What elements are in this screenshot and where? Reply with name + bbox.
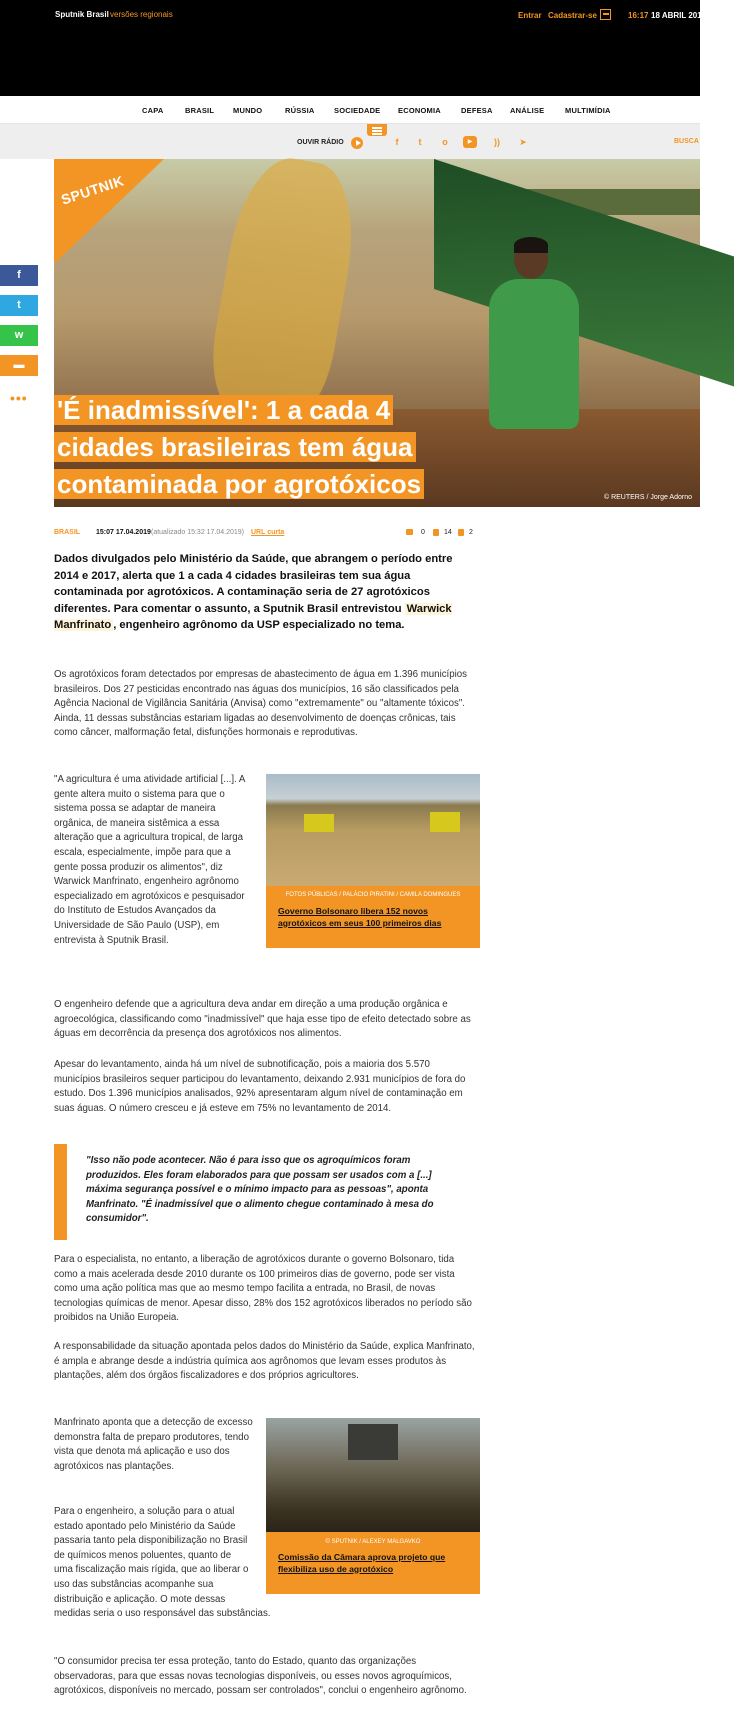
rss-icon[interactable]: )) (494, 137, 500, 147)
main-nav (0, 96, 700, 124)
article-paragraph: Para o engenheiro, a solução para o atual estado apontado pelo Ministério da Saúde passaria tanto pela disponibilização no Brasil de químicos menos poluentes, quanto de uma fiscalização mais rígida, que ao liberar o uso das substâncias acompanhe sua distribuição e aplicação. O mote dessas medidas seria o uso responsável das substâncias. (54, 1506, 271, 1620)
related-article-card[interactable] (266, 774, 480, 948)
current-time: 16:17 (628, 11, 649, 20)
related-article-image[interactable] (266, 774, 480, 886)
publish-datetime: 15:07 17.04.2019 (96, 529, 151, 536)
article-paragraph: Para o especialista, no entanto, a liberação de agrotóxicos durante o governo Bolsonaro, tida como a mais acelerada desde 2010 durante os 100 primeiros dias de governo, pode ser vista como uma ação política mas que ao mesmo tempo facilita a entrada, no Brasil, de novas tecnologias químicas de menor. Apesar disso, 28% dos 152 agrotóxicos liberados no período são proibidos na União Europeia. (54, 1254, 472, 1324)
short-url-link[interactable]: URL curta (251, 529, 285, 536)
comment-count: 0 (421, 529, 425, 536)
nav-item-russia[interactable]: RÚSSIA (285, 106, 315, 115)
share-twitter-button[interactable] (0, 295, 38, 316)
updated-datetime: (atualizado 15:32 17.04.2019) (151, 529, 245, 536)
dislike-icon[interactable] (458, 529, 464, 536)
menu-toggle-icon[interactable] (367, 124, 387, 136)
instagram-icon[interactable]: o (442, 137, 448, 147)
article-paragraph: Manfrinato aponta que a detecção de excesso demonstra falta de preparo produtores, tendo vista que denota má aplicação e uso dos agrotóxicos nas plantações. (54, 1417, 253, 1472)
top-header (0, 0, 707, 96)
like-count: 14 (444, 529, 452, 536)
current-date: 18 ABRIL 2019 (651, 11, 707, 20)
article-paragraph: A responsabilidade da situação apontada pelos dados do Ministério da Saúde, explica Manfrinato, é ampla e abrange desde a indústria química aos agrônomos que levam esses produtos às plantações, além dos órgãos fiscalizadores e dos próprios agricultores. (54, 1341, 475, 1382)
nav-item-capa[interactable]: CAPA (142, 106, 164, 115)
hero-photo-credit: © REUTERS / Jorge Adorno (603, 494, 692, 501)
nav-item-multimidia[interactable]: MULTIMÍDIA (565, 106, 611, 115)
article-title: 'É inadmissível': 1 a cada 4 cidades brasileiras tem água contaminada por agrotóxicos (54, 390, 474, 501)
article-paragraph: "O consumidor precisa ter essa proteção, tanto do Estado, quanto das organizações observadoras, para que essas novas tecnologias disponíveis, ou esses novos agroquímicos, agrotóxicos, disponíveis no mercado, possam ser controlados", conclui o engenheiro agrônomo. (54, 1656, 467, 1697)
category-link[interactable]: BRASIL (54, 529, 81, 536)
site-brand[interactable]: Sputnik Brasil (55, 10, 109, 19)
article-meta (54, 529, 478, 543)
article-paragraph: "A agricultura é uma atividade artificial [...]. A gente altera muito o sistema para que o sistema possa se adaptar de maneira orgânica, de maneira sistêmica a essa alteração que a agricultura tropical, de larga escala, especialmente, impõe para que a gente possa produzir os alimentos", diz Warwick Manfrinato, engenheiro agrônomo especializado em agrotóxicos e pesquisador do Instituto de Estudos Avançados da Universidade de São Paulo (USP), em entrevista à Sputnik Brasil. (54, 774, 245, 946)
nav-item-analise[interactable]: ANÁLISE (510, 106, 545, 115)
radio-social-bar (0, 124, 700, 159)
regional-versions-link[interactable]: versões regionais (110, 10, 173, 19)
related-article-link[interactable]: Comissão da Câmara aprova projeto que flexibiliza uso de agrotóxico (278, 1552, 446, 1574)
nav-item-sociedade[interactable]: SOCIEDADE (334, 106, 381, 115)
related-article-link[interactable]: Governo Bolsonaro libera 152 novos agrotóxicos em seus 100 primeiros dias (278, 906, 442, 928)
sputnik-logo-text: SPUTNIK (59, 172, 126, 208)
radio-label[interactable]: OUVIR RÁDIO (297, 139, 344, 146)
pull-quote (54, 1144, 478, 1240)
login-arrow-icon[interactable] (600, 9, 611, 20)
signup-link[interactable]: Cadastrar-se (548, 11, 597, 20)
sputnik-logo-badge[interactable] (54, 159, 164, 264)
comment-icon: ▬ (13, 359, 25, 371)
related-photo-credit: © SPUTNIK / ALEXEY MALGAVKO (325, 1539, 421, 1545)
article-paragraph: O engenheiro defende que a agricultura deva andar em direção a uma produção orgânica e agroecológica, classificando como "inadmissível" que haja esse tipo de efeito detectado sobre as águas em decorrência da presença dos agrotóxicos nos alimentos. (54, 999, 471, 1040)
share-whatsapp-button[interactable] (0, 325, 38, 346)
twitter-icon[interactable]: t (418, 137, 422, 147)
like-icon[interactable] (433, 529, 439, 536)
related-photo-credit: FOTOS PÚBLICAS / PALÁCIO PIRATINI / CAMILA DOMINGUES (285, 892, 461, 898)
comments-button[interactable] (0, 355, 38, 376)
more-share-icon[interactable]: ••• (10, 390, 28, 406)
telegram-icon[interactable]: ➤ (519, 137, 527, 147)
youtube-icon[interactable]: ▶ (463, 136, 477, 148)
article-paragraph: Apesar do levantamento, ainda há um nível de subnotificação, pois a maioria dos 5.570 municípios brasileiros sequer participou do levantamento, deixando 2.931 municípios de fora do estudo. Dos 1.396 municípios analisados, 92% apresentaram algum nível de contaminação em suas águas. O número cresceu e já esteve em 75% no levantamento de 2014. (54, 1059, 466, 1114)
share-facebook-button[interactable] (0, 265, 38, 286)
quote-bar (54, 1144, 67, 1240)
facebook-icon[interactable]: f (395, 137, 399, 147)
nav-item-economia[interactable]: ECONOMIA (398, 106, 441, 115)
whatsapp-share-icon: w (14, 329, 24, 341)
comment-count-icon[interactable] (406, 529, 413, 535)
nav-item-defesa[interactable]: DEFESA (461, 106, 493, 115)
play-icon[interactable] (351, 137, 363, 149)
article-paragraph: Os agrotóxicos foram detectados por empresas de abastecimento de água em 1.396 municípios brasileiros. Dos 27 pesticidas encontrado nas águas dos municípios, 16 são classificados pela Agência Nacional de Vigilância Sanitária (Anvisa) como "extremamente" ou "altamente tóxicos". Ainda, 11 dessas substâncias estariam ligadas ao desenvolvimento de doenças crônicas, tais como câncer, malformação fetal, disfunções hormonais e reprodutivas. (54, 669, 468, 739)
interviewee-link[interactable]: Warwick Manfrinato (54, 602, 452, 631)
article-lead: Dados divulgados pelo Ministério da Saúde, que abrangem o período entre 2014 e 2017, alerta que 1 a cada 4 cidades brasileiras tem sua água contaminada por agrotóxicos. A contaminação seria de 27 agrotóxicos diferentes. Para comentar o assunto, a Sputnik Brasil entrevistou Warwick Manfrinato , engenheiro agrônomo da USP especializado no tema. (54, 553, 453, 631)
login-link[interactable]: Entrar (518, 11, 542, 20)
nav-item-mundo[interactable]: MUNDO (233, 106, 263, 115)
nav-item-brasil[interactable]: BRASIL (185, 106, 215, 115)
search-link[interactable]: BUSCA (674, 138, 699, 145)
quote-text: "Isso não pode acontecer. Não é para isso que os agroquímicos foram produzidos. Eles foram elaborados para que possam ser usados com a [...] máxima segurança possível e o mínimo impacto para as pessoas", aponta Manfrinato. "É inadmissível que o alimento chegue contaminado à mesa do consumidor". (86, 1155, 434, 1225)
facebook-share-icon: f (17, 269, 21, 281)
dislike-count: 2 (469, 529, 473, 536)
twitter-share-icon: t (17, 299, 21, 311)
